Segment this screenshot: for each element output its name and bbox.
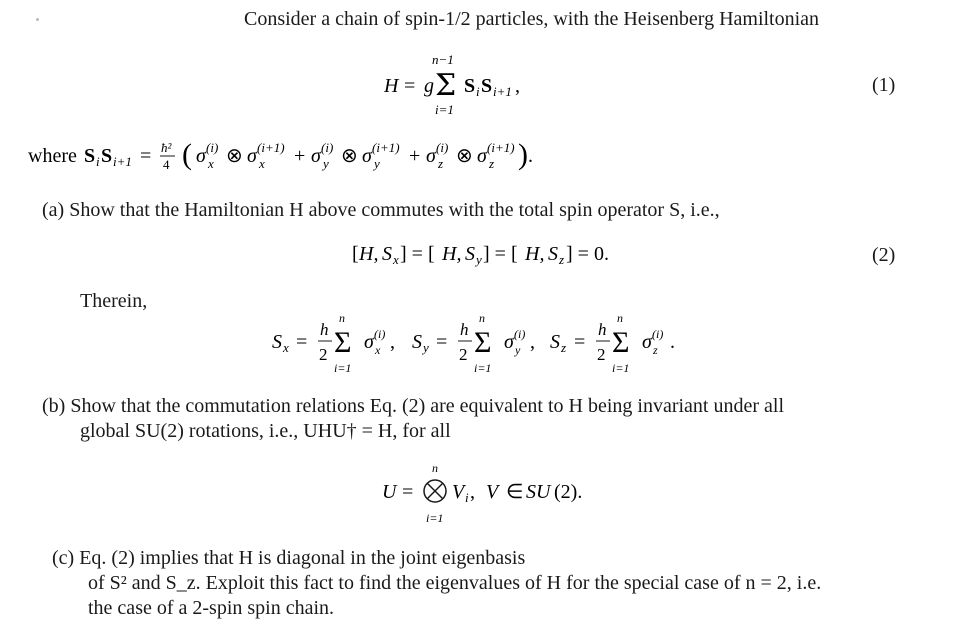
svg-text:z: z <box>438 156 444 171</box>
svg-text:i+1: i+1 <box>113 154 132 169</box>
svg-text:S: S <box>548 243 558 265</box>
svg-text:2: 2 <box>319 345 328 364</box>
svg-text:V: V <box>486 481 499 503</box>
svg-text:y: y <box>476 252 482 267</box>
svg-text:SU: SU <box>526 481 551 503</box>
svg-text:x: x <box>393 252 399 267</box>
svg-text:S: S <box>382 243 392 265</box>
svg-text:i=1: i=1 <box>474 361 492 375</box>
svg-text:): ) <box>518 138 528 171</box>
svg-text:S: S <box>481 75 493 97</box>
svg-text:(i+1): (i+1) <box>487 140 515 155</box>
svg-text:y: y <box>423 340 429 355</box>
svg-text:σ: σ <box>504 331 514 353</box>
svg-text:g: g <box>424 75 434 97</box>
svg-text:⊗: ⊗ <box>341 145 358 167</box>
svg-text:(: ( <box>182 138 192 171</box>
svg-text:i: i <box>465 490 469 505</box>
svg-text:z: z <box>559 252 565 267</box>
svg-text:,: , <box>390 331 395 353</box>
svg-text:i+1: i+1 <box>493 84 512 99</box>
where-line <box>28 136 628 178</box>
part-a <box>42 199 720 222</box>
svg-text:S: S <box>464 75 476 97</box>
equation-2-number: (2) <box>872 244 896 266</box>
svg-text:(i): (i) <box>206 140 219 155</box>
svg-text:,: , <box>530 331 535 353</box>
part-c-line2: of S² and S_z. Exploit this fact to find the eigenvalues of H for the special case of n = 2, i.e. <box>88 572 822 594</box>
svg-text:(i+1): (i+1) <box>257 140 285 155</box>
svg-text:i=1: i=1 <box>426 511 444 525</box>
svg-text:S: S <box>465 243 475 265</box>
svg-text:h: h <box>460 320 469 339</box>
svg-text:=: = <box>296 331 308 353</box>
svg-text:=: = <box>404 75 416 97</box>
svg-text:h: h <box>320 320 329 339</box>
svg-text:x: x <box>375 343 381 357</box>
svg-text:n: n <box>339 311 345 325</box>
svg-text:S: S <box>412 331 422 353</box>
svg-text:σ: σ <box>642 331 652 353</box>
svg-text:H,: H, <box>525 243 545 265</box>
part-c-text-1: Eq. (2) implies that H is diagonal in the joint eigenbasis <box>79 547 526 569</box>
svg-text:4: 4 <box>163 157 170 172</box>
svg-text:H: H <box>384 75 399 97</box>
svg-text:U: U <box>382 481 397 503</box>
svg-text:(i): (i) <box>652 327 664 341</box>
svg-text:,: , <box>470 481 475 503</box>
svg-text:=: = <box>402 481 414 503</box>
part-c-label: (c) <box>52 547 75 569</box>
equation-1-number: (1) <box>872 74 896 96</box>
svg-text:i: i <box>96 154 100 169</box>
svg-text:,: , <box>515 75 520 97</box>
svg-text:S: S <box>101 145 113 167</box>
svg-text:Σ: Σ <box>435 68 457 103</box>
svg-text:2: 2 <box>597 345 606 364</box>
svg-text:Σ: Σ <box>474 326 492 359</box>
spin-operator-formulas <box>272 308 732 380</box>
part-a-text: Show that the Hamiltonian H above commutes with the total spin operator S, i.e., <box>69 199 720 221</box>
svg-text:i=1: i=1 <box>612 361 630 375</box>
svg-text:V: V <box>452 481 465 503</box>
spin-definitions <box>272 308 732 380</box>
hamiltonian-formula <box>384 50 584 122</box>
svg-text:i=1: i=1 <box>435 102 454 117</box>
svg-text:.: . <box>670 331 675 353</box>
therein-text: Therein, <box>80 290 148 312</box>
svg-text:(i): (i) <box>436 140 449 155</box>
tensor-product-formula <box>382 460 642 530</box>
part-a-label: (a) <box>42 199 65 221</box>
svg-text:=: = <box>574 331 586 353</box>
svg-text:+: + <box>409 145 421 167</box>
svg-text:Σ: Σ <box>612 326 630 359</box>
svg-text:n: n <box>432 461 438 475</box>
svg-text:n: n <box>617 311 623 325</box>
svg-text:H,: H, <box>359 243 379 265</box>
commutator-formula <box>352 238 652 270</box>
svg-text:∈: ∈ <box>506 481 524 503</box>
svg-text:=: = <box>436 331 448 353</box>
svg-text:σ: σ <box>364 331 374 353</box>
svg-text:z: z <box>653 343 658 357</box>
part-b-line2: global SU(2) rotations, i.e., UHU† = H, for all <box>80 420 451 442</box>
svg-text:x: x <box>283 340 289 355</box>
svg-text:[: [ <box>352 243 359 265</box>
svg-text:x: x <box>259 156 265 171</box>
svg-text:S: S <box>272 331 282 353</box>
svg-text:] = [: ] = [ <box>400 243 435 265</box>
svg-text:h: h <box>598 320 607 339</box>
u-definition <box>382 460 642 530</box>
svg-text:σ: σ <box>311 145 321 167</box>
spin-product-formula <box>28 136 628 178</box>
svg-text:y: y <box>515 343 521 357</box>
svg-text:where: where <box>28 145 77 167</box>
svg-text:n−1: n−1 <box>432 52 454 67</box>
svg-text:n: n <box>479 311 485 325</box>
svg-text:] = [: ] = [ <box>483 243 518 265</box>
svg-text:z: z <box>561 340 567 355</box>
svg-text:ħ²: ħ² <box>161 140 172 155</box>
svg-text:(i+1): (i+1) <box>372 140 400 155</box>
intro-text: Consider a chain of spin-1/2 particles, with the Heisenberg Hamiltonian <box>244 8 820 30</box>
svg-text:Σ: Σ <box>334 326 352 359</box>
svg-text:σ: σ <box>362 145 372 167</box>
svg-text:H,: H, <box>442 243 462 265</box>
svg-text:σ: σ <box>426 145 436 167</box>
svg-text:=: = <box>140 145 152 167</box>
part-b-line1 <box>42 395 784 418</box>
svg-text:z: z <box>489 156 495 171</box>
svg-text:2: 2 <box>459 345 468 364</box>
svg-text:S: S <box>550 331 560 353</box>
svg-text:.: . <box>528 145 533 167</box>
svg-text:σ: σ <box>477 145 487 167</box>
equation-2 <box>352 238 652 270</box>
part-c-line3: the case of a 2-spin spin chain. <box>88 597 335 619</box>
svg-text:(i): (i) <box>514 327 526 341</box>
svg-text:σ: σ <box>247 145 257 167</box>
svg-text:y: y <box>374 156 380 171</box>
svg-text:+: + <box>294 145 306 167</box>
svg-text:(i): (i) <box>374 327 386 341</box>
stray-mark <box>36 18 39 21</box>
svg-text:i: i <box>476 84 480 99</box>
svg-text:] = 0.: ] = 0. <box>566 243 609 265</box>
part-b-text-1: Show that the commutation relations Eq. (2) are equivalent to H being invariant under all <box>70 395 785 417</box>
svg-text:x: x <box>208 156 214 171</box>
equation-1 <box>384 50 584 122</box>
svg-text:y: y <box>323 156 329 171</box>
svg-text:i=1: i=1 <box>334 361 352 375</box>
svg-text:σ: σ <box>196 145 206 167</box>
svg-text:S: S <box>84 145 96 167</box>
svg-text:⊗: ⊗ <box>226 145 243 167</box>
svg-text:(i): (i) <box>321 140 334 155</box>
part-c-line1 <box>52 547 525 570</box>
part-b-label: (b) <box>42 395 66 417</box>
svg-text:(2).: (2). <box>554 481 583 503</box>
svg-text:⊗: ⊗ <box>456 145 473 167</box>
